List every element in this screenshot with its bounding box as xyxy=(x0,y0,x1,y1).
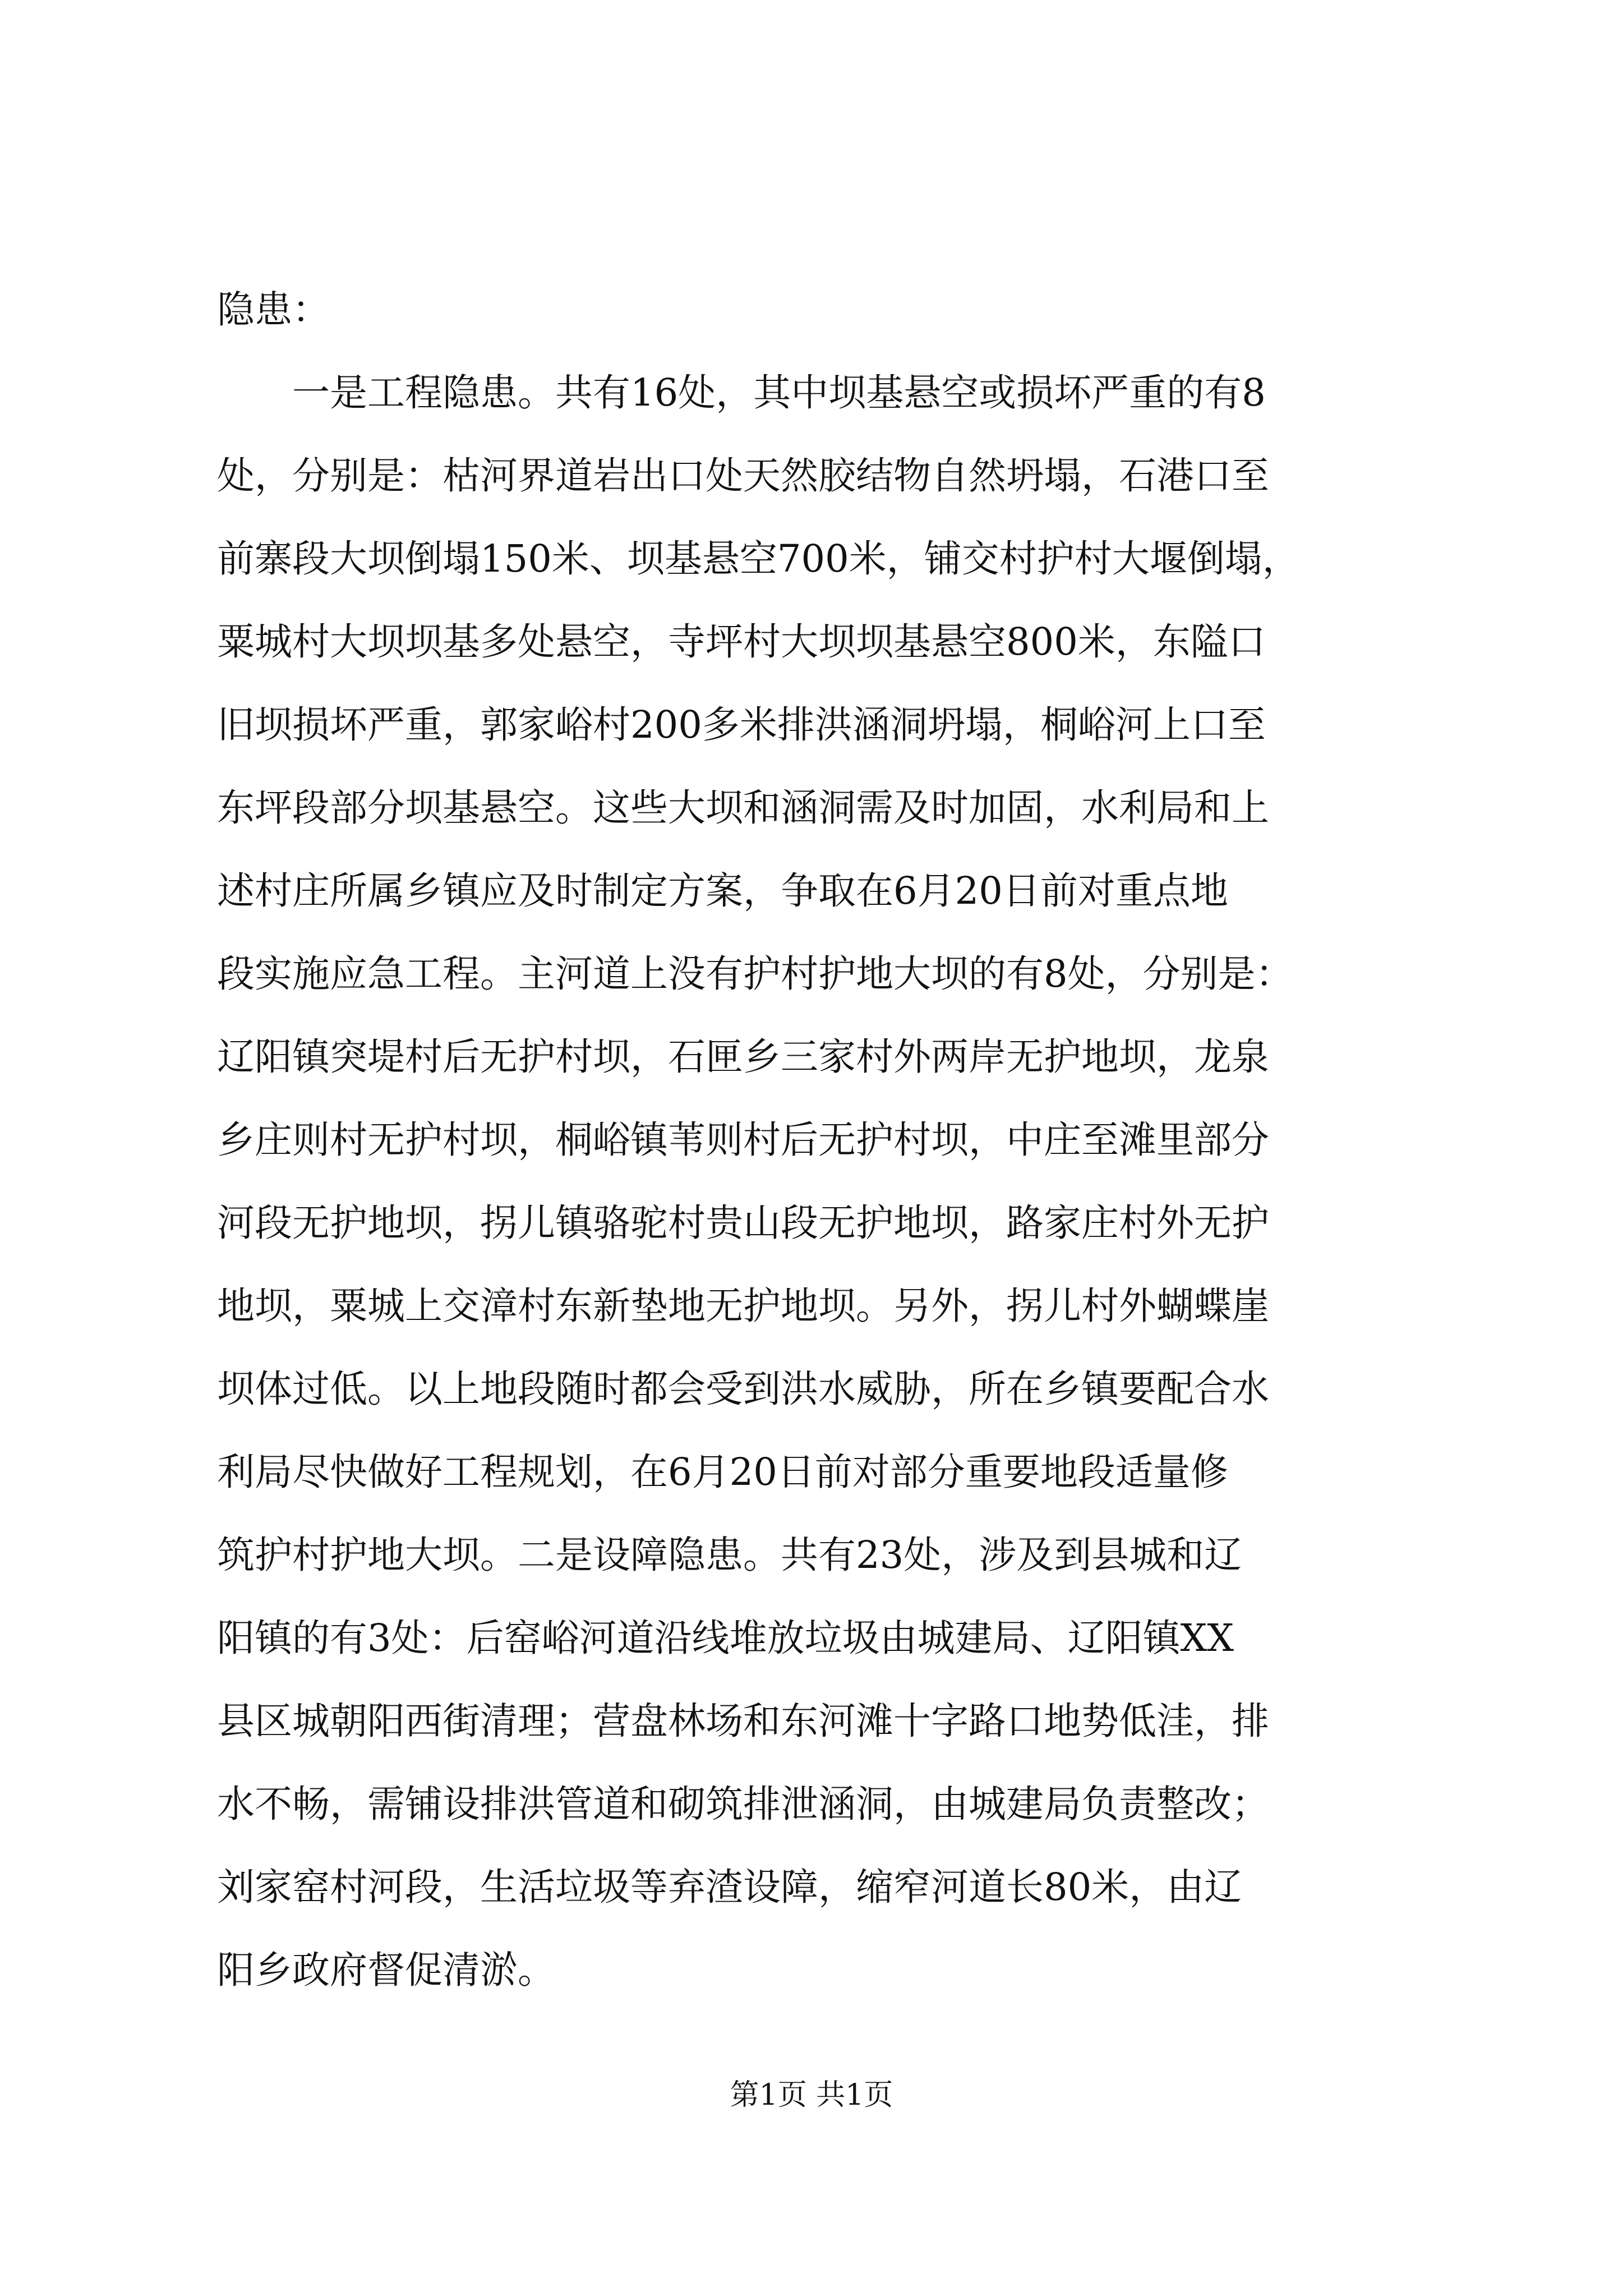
text-line: 利局尽快做好工程规划，在6月20日前对部分重要地段适量修 xyxy=(217,1450,1228,1494)
text-line: 地坝，粟城上交漳村东新垫地无护地坝。另外，拐儿村外蝴蝶崖 xyxy=(217,1284,1269,1328)
text-line: 段实施应急工程。主河道上没有护村护地大坝的有8处，分别是： xyxy=(217,952,1293,996)
text-line: 河段无护地坝，拐儿镇骆驼村贵山段无护地坝，路家庄村外无护 xyxy=(217,1201,1269,1245)
text-line: 阳镇的有3处：后窑峪河道沿线堆放垃圾由城建局、辽阳镇XX xyxy=(217,1616,1234,1660)
text-line: 一是工程隐患。共有16处，其中坝基悬空或损坏严重的有8 xyxy=(217,371,1266,415)
text-line: 处，分别是：枯河界道岩出口处天然胶结物自然坍塌，石港口至 xyxy=(217,454,1269,498)
text-line: 刘家窑村河段，生活垃圾等弃渣设障，缩窄河道长80米，由辽 xyxy=(217,1865,1242,1909)
text-line: 筑护村护地大坝。二是设障隐患。共有23处，涉及到县城和辽 xyxy=(217,1533,1242,1577)
text-line: 前寨段大坝倒塌150米、坝基悬空700米，铺交村护村大堰倒塌， xyxy=(217,537,1300,581)
text-line: 水不畅，需铺设排洪管道和砌筑排泄涵洞，由城建局负责整改； xyxy=(217,1782,1269,1826)
body-text xyxy=(217,268,1417,2012)
text-line: 县区城朝阳西街清理；营盘林场和东河滩十字路口地势低洼，排 xyxy=(217,1699,1269,1743)
text-line: 东坪段部分坝基悬空。这些大坝和涵洞需及时加固，水利局和上 xyxy=(217,786,1269,830)
text-line: 乡庄则村无护村坝，桐峪镇苇则村后无护村坝，中庄至滩里部分 xyxy=(217,1118,1269,1162)
text-line: 隐患： xyxy=(217,288,330,332)
page-footer: 第1页 共1页 xyxy=(730,2078,893,2112)
text-line: 旧坝损坏严重，郭家峪村200多米排洪涵洞坍塌，桐峪河上口至 xyxy=(217,703,1266,747)
text-line: 阳乡政府督促清淤。 xyxy=(217,1948,555,1992)
text-line: 述村庄所属乡镇应及时制定方案，争取在6月20日前对重点地 xyxy=(217,869,1228,913)
text-line: 坝体过低。以上地段随时都会受到洪水威胁，所在乡镇要配合水 xyxy=(217,1367,1269,1411)
text-line: 辽阳镇突堤村后无护村坝，石匣乡三家村外两岸无护地坝，龙泉 xyxy=(217,1035,1269,1079)
text-line: 粟城村大坝坝基多处悬空，寺坪村大坝坝基悬空800米，东隘口 xyxy=(217,620,1266,664)
